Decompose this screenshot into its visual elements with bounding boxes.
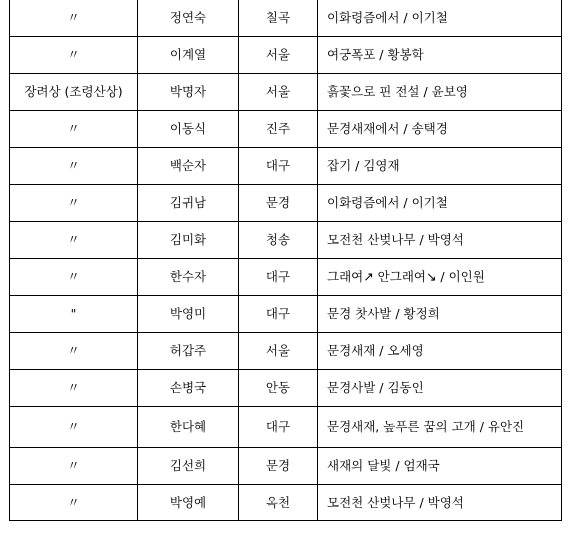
award-cell: 〃 — [10, 448, 138, 485]
region-cell: 서울 — [239, 74, 318, 111]
award-cell: 〃 — [10, 485, 138, 521]
award-cell: 〃 — [10, 185, 138, 222]
name-cell: 박영예 — [138, 485, 239, 521]
name-cell: 백순자 — [138, 148, 239, 185]
award-cell: 〃 — [10, 37, 138, 74]
award-cell: 〃 — [10, 333, 138, 370]
table-row — [10, 407, 562, 448]
work-cell: 문경새재, 높푸른 꿈의 고개 / 유안진 — [318, 407, 562, 448]
name-cell: 이계열 — [138, 37, 239, 74]
award-cell: 〃 — [10, 370, 138, 407]
name-cell: 정연숙 — [138, 0, 239, 37]
table-row — [10, 485, 562, 521]
work-cell: 모전천 산벚나무 / 박영석 — [318, 222, 562, 259]
work-cell: 여궁폭포 / 황봉학 — [318, 37, 562, 74]
table-row — [10, 185, 562, 222]
table-row — [10, 333, 562, 370]
table-row — [10, 222, 562, 259]
work-cell: 흙꽃으로 핀 전설 / 윤보영 — [318, 74, 562, 111]
region-cell: 대구 — [239, 148, 318, 185]
award-cell: 〃 — [10, 259, 138, 296]
award-cell: 〃 — [10, 222, 138, 259]
region-cell: 진주 — [239, 111, 318, 148]
name-cell: 한수자 — [138, 259, 239, 296]
work-cell: 문경사발 / 김동인 — [318, 370, 562, 407]
work-cell: 문경새재 / 오세영 — [318, 333, 562, 370]
name-cell: 김선희 — [138, 448, 239, 485]
award-cell: 〃 — [10, 407, 138, 448]
region-cell: 문경 — [239, 185, 318, 222]
table-row — [10, 448, 562, 485]
award-cell: 〃 — [10, 111, 138, 148]
name-cell: 이동식 — [138, 111, 239, 148]
region-cell: 서울 — [239, 37, 318, 74]
work-cell: 그래여↗ 안그래여↘ / 이인원 — [318, 259, 562, 296]
table-row — [10, 296, 562, 333]
name-cell: 김미화 — [138, 222, 239, 259]
table-row — [10, 148, 562, 185]
work-cell: 새재의 달빛 / 엄재국 — [318, 448, 562, 485]
award-table — [9, 0, 562, 521]
table-row — [10, 370, 562, 407]
work-cell: 이화령즘에서 / 이기철 — [318, 185, 562, 222]
region-cell: 대구 — [239, 259, 318, 296]
table-row — [10, 0, 562, 37]
table-row — [10, 259, 562, 296]
name-cell: 박영미 — [138, 296, 239, 333]
name-cell: 박명자 — [138, 74, 239, 111]
work-cell: 모전천 산벚나무 / 박영석 — [318, 485, 562, 521]
table-row — [10, 74, 562, 111]
region-cell: 안동 — [239, 370, 318, 407]
name-cell: 허갑주 — [138, 333, 239, 370]
award-cell: " — [10, 296, 138, 333]
award-cell: 장려상 (조령산상) — [10, 74, 138, 111]
region-cell: 서울 — [239, 333, 318, 370]
work-cell: 문경새재에서 / 송택경 — [318, 111, 562, 148]
work-cell: 잡기 / 김영재 — [318, 148, 562, 185]
region-cell: 문경 — [239, 448, 318, 485]
work-cell: 이화령즘에서 / 이기철 — [318, 0, 562, 37]
name-cell: 손병국 — [138, 370, 239, 407]
award-cell: 〃 — [10, 0, 138, 37]
region-cell: 청송 — [239, 222, 318, 259]
region-cell: 칠곡 — [239, 0, 318, 37]
work-cell: 문경 찻사발 / 황정희 — [318, 296, 562, 333]
region-cell: 옥천 — [239, 485, 318, 521]
table-row — [10, 37, 562, 74]
table-row — [10, 111, 562, 148]
region-cell: 대구 — [239, 296, 318, 333]
name-cell: 한다혜 — [138, 407, 239, 448]
award-cell: 〃 — [10, 148, 138, 185]
name-cell: 김귀남 — [138, 185, 239, 222]
region-cell: 대구 — [239, 407, 318, 448]
